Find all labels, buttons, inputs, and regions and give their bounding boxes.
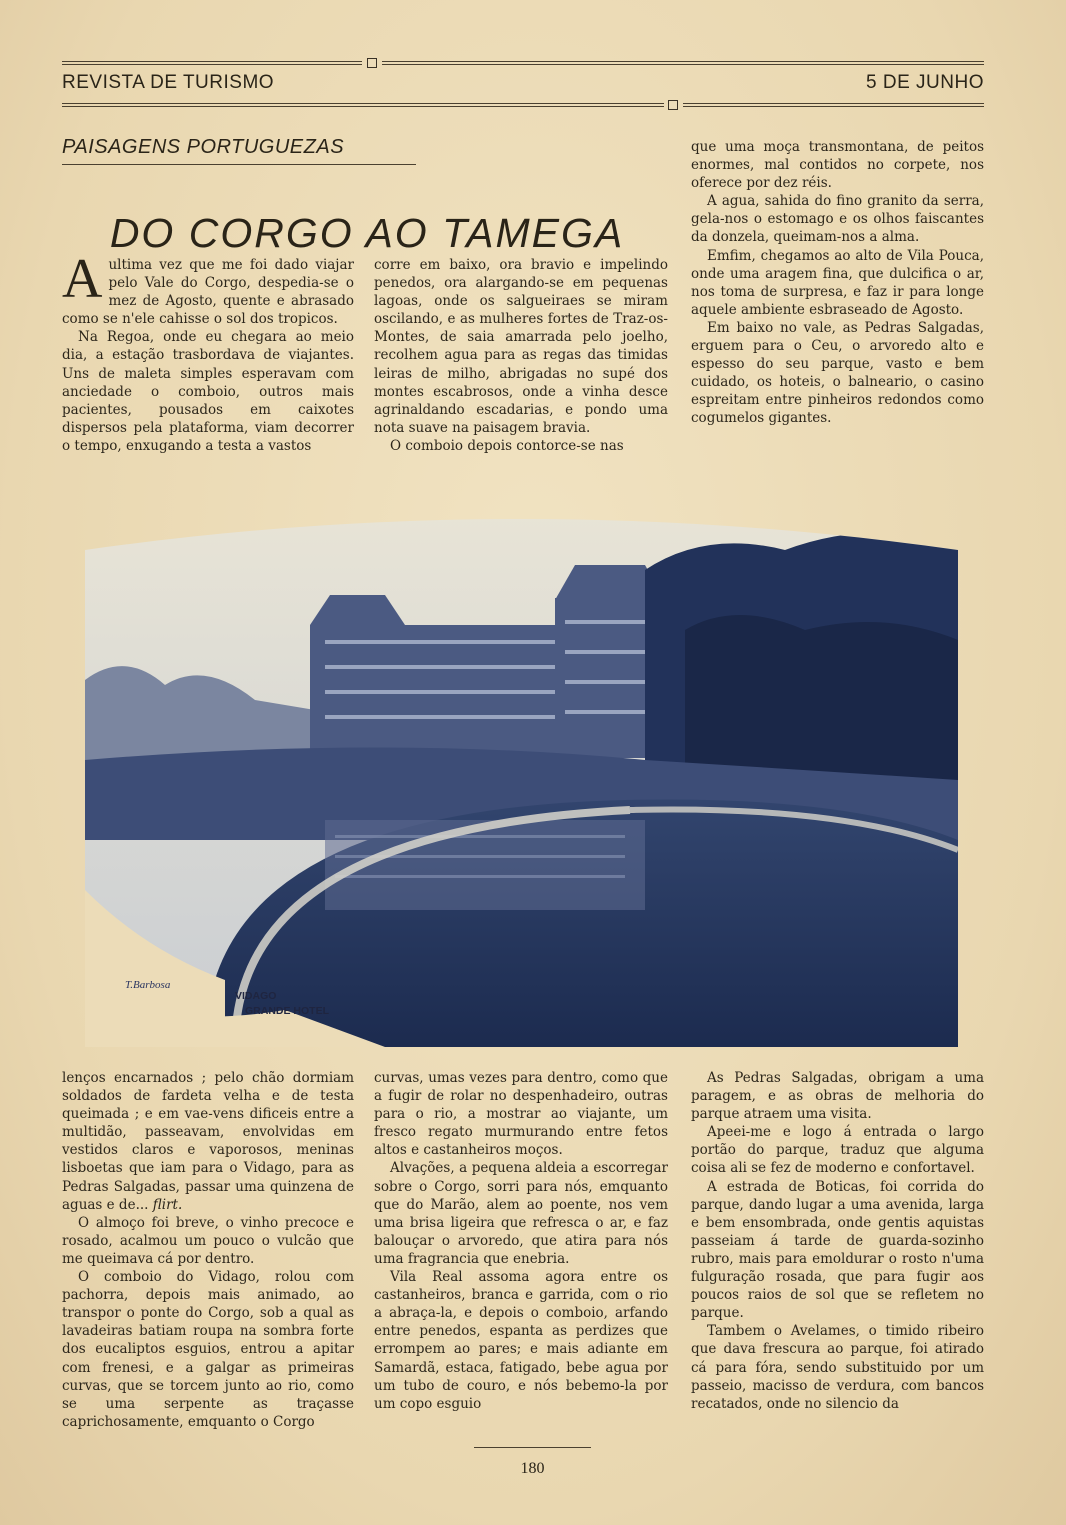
paragraph: O comboio depois contorce-se nas: [390, 437, 624, 454]
header-ornament: [668, 100, 678, 110]
paragraph: Em baixo no vale, as Pedras Salgadas, erguem para o Ceu, o arvoredo alto e espesso do seu parque, vasto e bem cuidado, os hoteis, o balneario, o casino espreitam entre pinheiros redondos como cogumelos gigantes.: [691, 319, 984, 427]
header-ornament: [367, 58, 377, 68]
paragraph: curvas, umas vezes para dentro, como que a fugir de rolar no despenhadeiro, outras para o rio, a mostrar ao viajante, um fresco regato murmurando entre fetos altos e castanheiros moços.: [374, 1070, 668, 1159]
emphasis: flirt.: [152, 1196, 183, 1213]
header-rule-top: [382, 61, 984, 62]
caption-line: GRANDE HOTEL: [245, 1005, 329, 1017]
masthead-title: REVISTA DE TURISMO: [62, 72, 275, 93]
article-headline: DO CORGO AO TAMEGA: [109, 210, 625, 257]
paragraph: corre em baixo, ora bravio e impelindo penedos, ora alargando-se em pequenas lagoas, onde os salgueiraes se miram oscilando, e as mulheres fortes de Traz-os-Montes, de saia amarrada pelo joelho, recolhem agua para as regas das timidas leiras de milho, abrigadas no supé dos montes escabrosos, onde a vinha desce agrinaldando escadarias, e pondo uma nota suave na paisagem bravia.: [374, 257, 668, 436]
header-rule-top: [382, 64, 984, 65]
paragraph: Tambem o Avelames, o timido ribeiro que dava frescura ao parque, foi atirado cá para fóra, sendo substituido por um passeio, macisso de verdura, com bancos recatados, onde no silencio da: [691, 1323, 984, 1412]
paragraph: ultima vez que me foi dado viajar pelo Vale do Corgo, despedia-se o mez de Agosto, quente e abrasado como se n'ele cahisse o sol dos tropicos.: [62, 257, 354, 328]
article-column-bottom-3: [691, 1069, 984, 1413]
photo-signature: T.Barbosa: [125, 979, 171, 991]
section-title: PAISAGENS PORTUGUEZAS: [62, 136, 345, 158]
paragraph: Alvações, a pequena aldeia a escorregar sobre o Corgo, sorri para nós, emquanto que do Marão, alem ao poente, nos vem uma brisa ligeira que refresca o ar, e faz balouçar o arvoredo, que atira para nós uma fragrancia que enebria.: [374, 1160, 668, 1267]
paragraph: Vila Real assoma agora entre os castanheiros, branca e garrida, com o rio a abraça-la, e depois o comboio, arfando entre penedos, espanta as perdizes que errompem ao pares; e mais adiante em Samardã, estaca, fatigado, bebe agua por um tubo de couro, e nós bebemo-la por um copo esguio: [374, 1269, 668, 1412]
page-number: 180: [520, 1460, 545, 1477]
caption-line: VIDAGO: [235, 990, 277, 1002]
paragraph: A agua, sahida do fino granito da serra, gela-nos o estomago e os olhos faiscantes da donzela, queimam-nos a alma.: [691, 193, 984, 246]
paragraph: Na Regoa, onde eu chegara ao meio dia, a estação trasbordava de viajantes. Uns de maleta simples esperavam com anciedade o comboio, outros mais pacientes, pousados em caixotes dispersos pela plataforma, viam decorrer o tempo, enxugando a testa a vastos: [62, 329, 354, 454]
article-column-bottom-2: [374, 1069, 668, 1413]
paragraph-text: lenços encarnados ; pelo chão dormiam soldados de fardeta velha e de testa queimada ; e em vae-vens dificeis entre a multidão, passeavam, envolvidas em vestidos claros e vaporosos, meninas lisboetas que iam para o Vidago, para as Pedras Salgadas, passar uma quinzena de aguas e de...: [62, 1070, 354, 1213]
paragraph: O comboio do Vidago, rolou com pachorra, depois mais animado, ao transpor o ponte do Corgo, sob a qual as lavadeiras batiam roupa na sombra forte dos eucaliptos esguios, entrou a apitar com frenesi, e a galgar as primeiras curvas, que se torcem junto ao rio, como se uma serpente as traçasse caprichosamente, emquanto o Corgo: [62, 1269, 354, 1430]
paragraph: Emfim, chegamos ao alto de Vila Pouca, onde uma aragem fina, que dulcifica o ar, nos toma de surpresa, e faz ir para longe aquele ambiente esbraseado de Agosto.: [691, 247, 984, 318]
header-rule-top: [62, 61, 362, 62]
paragraph: O almoço foi breve, o vinho precoce e rosado, acalmou um pouco o vulcão que me queimava cá por dentro.: [62, 1214, 354, 1267]
article-column-bottom-1: [62, 1069, 354, 1431]
header-rule-bottom: [683, 106, 984, 107]
paragraph: As Pedras Salgadas, obrigam a uma paragem, e as obras de melhoria do parque atraem uma visita.: [691, 1070, 984, 1123]
footer-rule: [474, 1447, 591, 1448]
paragraph: [62, 1069, 354, 1214]
article-column-top-2: [374, 256, 668, 455]
paragraph: Apeei-me e logo á entrada o largo portão do parque, traduz que alguma coisa ali se fez de moderno e confortavel.: [691, 1124, 984, 1177]
drop-cap: A: [62, 248, 103, 310]
masthead-date: 5 DE JUNHO: [866, 72, 984, 93]
photo-caption: [235, 989, 329, 1019]
section-rule: [62, 164, 416, 165]
header-rule-bottom: [683, 103, 984, 104]
article-column-top-1: [62, 248, 354, 455]
header-rule-bottom: [62, 106, 664, 107]
header-rule-bottom: [62, 103, 664, 104]
paragraph: A estrada de Boticas, foi corrida do parque, dando lugar a uma avenida, larga e bem ensombrada, onde gentis aquistas passeiam á tarde de guarda-sozinho rubro, mais para emoldurar o rosto n'uma fulguração rosada, que para fugir aos poucos raios de sol que se refletem no parque.: [691, 1178, 984, 1322]
paragraph: que uma moça transmontana, de peitos enormes, mal contidos no corpete, nos oferece por dez réis.: [691, 139, 984, 192]
header-rule-top: [62, 64, 362, 65]
article-column-top-3: [691, 138, 984, 428]
hotel-photograph: [85, 510, 958, 1047]
